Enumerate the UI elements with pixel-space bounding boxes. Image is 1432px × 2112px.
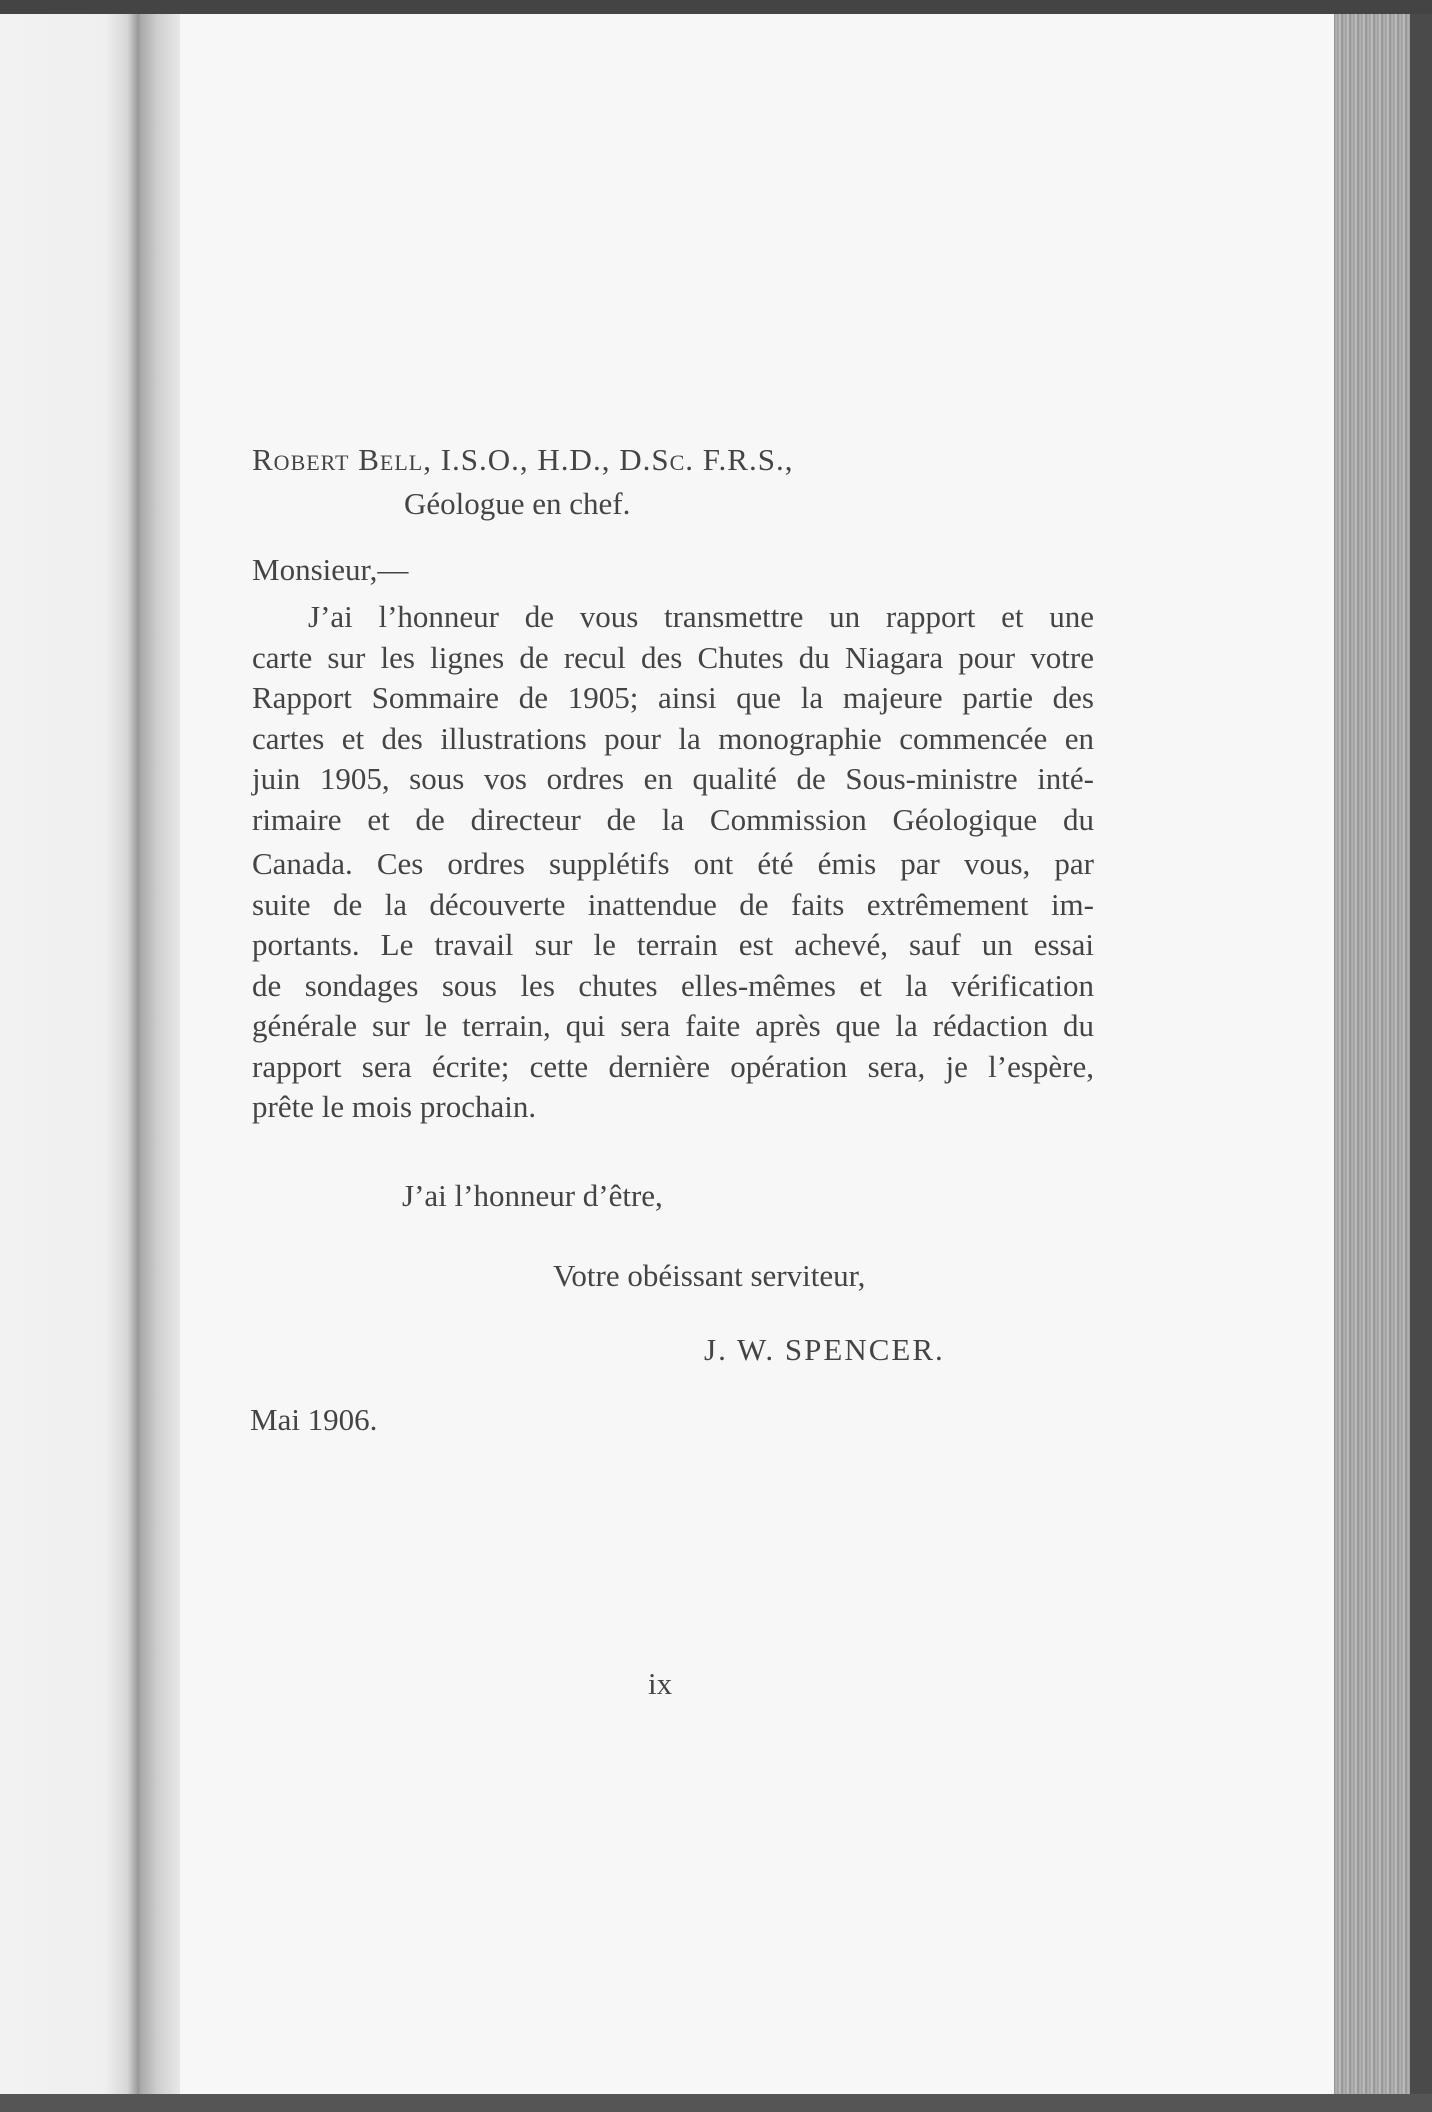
body-line: carte sur les lignes de recul des Chutes du Niagara pour votre	[252, 639, 1094, 675]
scan-border-bottom	[0, 2094, 1432, 2112]
body-line: portants. Le travail sur le terrain est achevé, sauf un essai	[252, 927, 1094, 962]
body-line: cartes et des illustrations pour la monographie commencée en	[252, 720, 1094, 756]
page-number: ix	[648, 1666, 673, 1701]
closing-line: J’ai l’honneur d’être,	[402, 1178, 663, 1213]
body-line: de sondages sous les chutes elles-mêmes et la vérification	[252, 967, 1094, 1003]
addressee-credentials-end: . F.R.S.,	[685, 442, 794, 477]
body-line: prête le mois prochain.	[252, 1089, 537, 1124]
body-line: Rapport Sommaire de 1905; ainsi que la majeure partie des	[252, 680, 1094, 715]
addressee-first-name: Robert	[252, 442, 350, 477]
addressee-last-name: Bell	[358, 442, 424, 477]
letter-body	[252, 597, 1094, 1128]
complimentary-close: Votre obéissant serviteur,	[553, 1258, 866, 1293]
body-line: J’ai l’honneur de vous transmettre un rapport et une	[308, 599, 1094, 634]
scan-border-top	[0, 0, 1432, 14]
addressee-name	[252, 440, 793, 480]
body-line: rimaire et de directeur de la Commission Géologique du	[252, 801, 1094, 837]
addressee-credentials-sc: Sc	[651, 442, 686, 477]
body-line: suite de la découverte inattendue de faits extrêmement im-	[252, 886, 1094, 922]
addressee-title: Géologue en chef.	[404, 486, 631, 521]
addressee-credentials: , I.S.O., H.D., D.	[423, 442, 652, 477]
body-line: générale sur le terrain, qui sera faite après que la rédaction du	[252, 1008, 1094, 1043]
page-edges	[1334, 14, 1432, 2112]
body-line: rapport sera écrite; cette dernière opération sera, je l’espère,	[252, 1048, 1094, 1084]
signature: J. W. SPENCER.	[704, 1332, 945, 1367]
body-line: Canada. Ces ordres supplétifs ont été émis par vous, par	[252, 846, 1094, 881]
salutation: Monsieur,—	[252, 552, 409, 587]
body-line: juin 1905, sous vos ordres en qualité de Sous-ministre inté-	[252, 761, 1094, 796]
letter-date: Mai 1906.	[250, 1402, 378, 1437]
facing-page	[0, 14, 150, 2112]
